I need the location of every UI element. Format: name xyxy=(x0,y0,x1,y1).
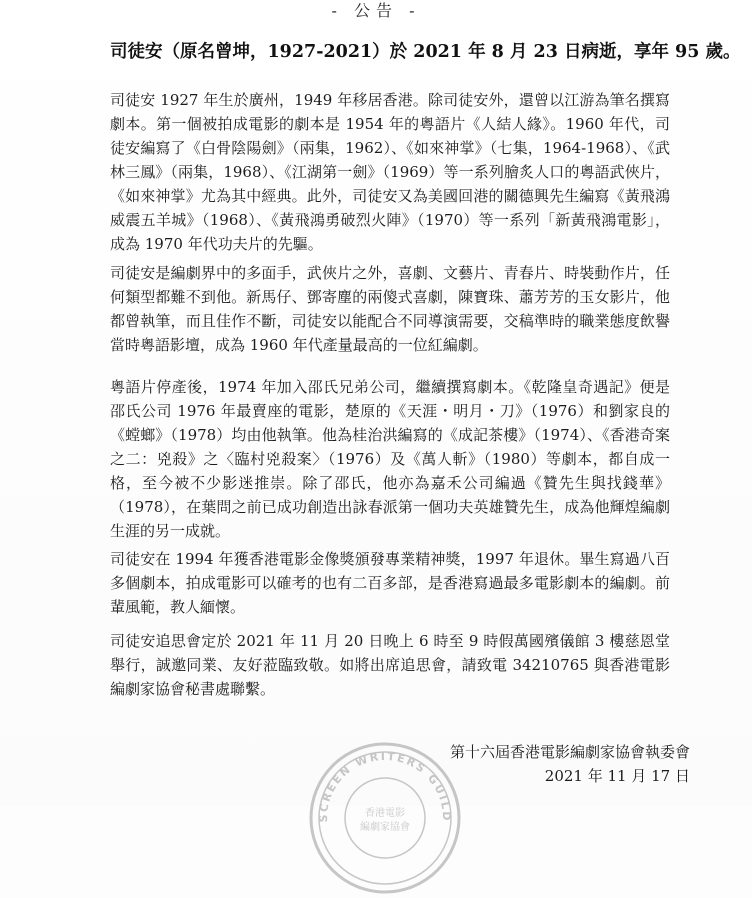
svg-text:SCREEN WRITERS GUILD: SCREEN WRITERS GUILD xyxy=(316,749,454,823)
paragraph-shaw-brothers: 粵語片停產後，1974 年加入邵氏兄弟公司，繼續撰寫劇本。《乾隆皇奇遇記》便是邵氏公司 1976 年最賣座的電影，楚原的《天涯・明月・刀》（1976）和劉家良的《螳螂》（1978）均由他執筆。他為桂治洪編寫的《成記茶樓》（1974）、《香港奇案之二：兇殺》之〈臨村兇殺案〉（1976）及《萬人斬》（1980）等劇本，都自成一格，至今被不少影迷推崇。除了邵氏，他亦為嘉禾公司編過《贊先生與找錢華》（1978），在葉問之前已成功創造出詠春派第一個功夫英雄贊先生，成為他輝煌編劇生涯的另一成就。 xyxy=(110,378,670,540)
paragraph-memorial: 司徒安追思會定於 2021 年 11 月 20 日晚上 6 時至 9 時假萬國殯儀館 3 樓慈恩堂舉行，誠邀同業、友好蒞臨致敬。如將出席追思會，請致電 34210765 與香港電影編劇家協會秘書處聯繫。 xyxy=(110,632,670,698)
signature-organization: 第十六屆香港電影編劇家協會執委會 xyxy=(449,743,690,761)
paragraph-award: 司徒安在 1994 年獲香港電影金像獎頒發專業精神獎，1997 年退休。畢生寫過八百多個劇本，拍成電影可以確考的也有二百多部，是香港寫過最多電影劇本的編劇。前輩風範，教人緬懷。 xyxy=(110,550,670,616)
obituary-headline: 司徒安（原名曾坤，1927-2021）於 2021 年 8 月 23 日病逝，享年 95 歲。 xyxy=(110,42,741,62)
signature-date: 2021 年 11 月 17 日 xyxy=(544,767,690,785)
paragraph-versatility: 司徒安是編劇界中的多面手，武俠片之外，喜劇、文藝片、青春片、時裝動作片，任何類型都難不到他。新馬仔、鄧寄塵的兩傻式喜劇，陳寶珠、蕭芳芳的玉女影片，他都曾執筆，而且佳作不斷，司徒安以能配合不同導演需要，交稿準時的職業態度飲譽當時粵語影壇，成為 1960 年代產量最高的一位紅編劇。 xyxy=(110,264,670,354)
notice-heading: - 公告 - xyxy=(331,1,421,20)
svg-text:香港電影: 香港電影 xyxy=(365,808,405,819)
paragraph-biography: 司徒安 1927 年生於廣州，1949 年移居香港。除司徒安外，還曾以江游為筆名撰寫劇本。第一個被拍成電影的劇本是 1954 年的粵語片《人結人緣》。1960 年代，司徒安編寫了《白骨陰陽劍》（兩集，1962）、《如來神掌》（七集，1964-1968）、《武林三鳳》（兩集，1968）、《江湖第一劍》（1969）等一系列膾炙人口的粵語武俠片，《如來神掌》尤為其中經典。此外，司徒安又為美國回港的關德興先生編寫《黃飛鴻威震五羊城》（1968）、《黃飛鴻勇破烈火陣》（1970）等一系列「新黃飛鴻電影」，成為 1970 年代功夫片的先驅。 xyxy=(110,91,670,253)
svg-text:編劇家協會: 編劇家協會 xyxy=(360,822,410,833)
signature-block xyxy=(400,740,690,788)
